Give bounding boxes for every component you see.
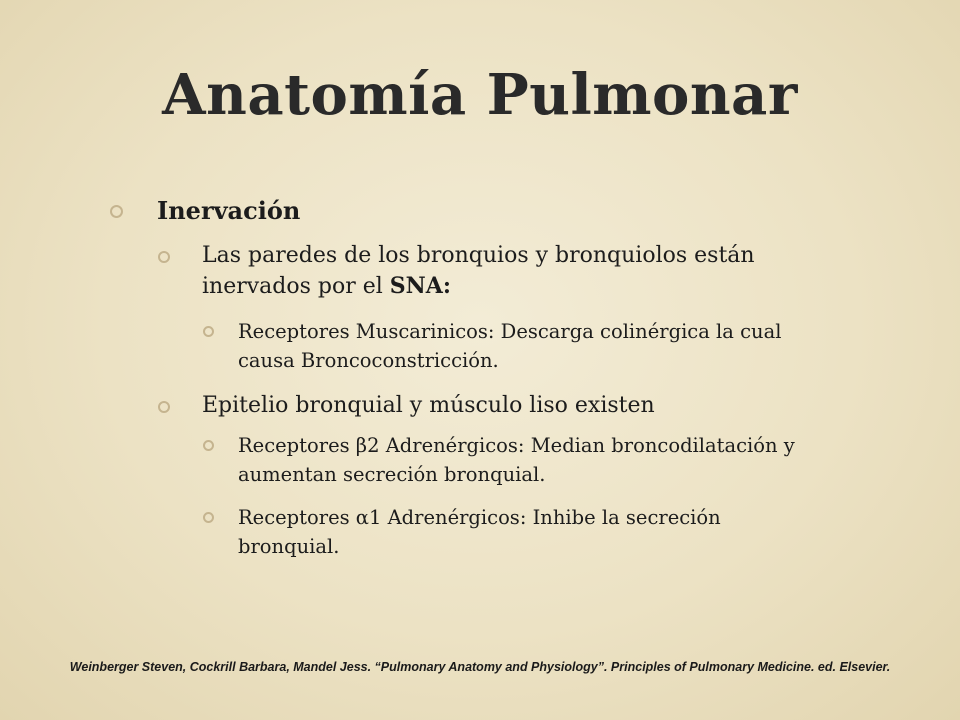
ring-bullet-icon bbox=[158, 251, 170, 263]
bullet-epitelio bbox=[158, 390, 808, 421]
bullet-paredes-text bbox=[202, 240, 808, 302]
ring-bullet-icon bbox=[203, 440, 214, 451]
bullet-alpha1 bbox=[203, 503, 803, 561]
bullet-alpha1-text: Receptores α1 Adrenérgicos: Inhibe la secreción bronquial. bbox=[238, 506, 721, 558]
sna-emphasis: SNA: bbox=[389, 273, 451, 299]
bullet-paredes-body: Las paredes de los bronquios y bronquiolos están inervados por el bbox=[202, 243, 755, 299]
bullet-epitelio-text: Epitelio bronquial y músculo liso existen bbox=[202, 393, 655, 418]
bullet-inervacion bbox=[110, 196, 890, 226]
ring-bullet-icon bbox=[158, 401, 170, 413]
citation: Weinberger Steven, Cockrill Barbara, Mandel Jess. “Pulmonary Anatomy and Physiology”. Principles of Pulmonary Medicine. ed. Elsevier. bbox=[69, 660, 891, 674]
bullet-muscarinicos bbox=[203, 317, 843, 375]
bullet-muscarinicos-text: Receptores Muscarinicos: Descarga colinérgica la cual causa Broncoconstricción. bbox=[238, 320, 782, 372]
slide-title: Anatomía Pulmonar bbox=[162, 62, 798, 128]
bullet-beta2-text: Receptores β2 Adrenérgicos: Median broncodilatación y aumentan secreción bronquial. bbox=[238, 434, 795, 486]
ring-bullet-icon bbox=[110, 205, 123, 218]
bullet-beta2 bbox=[203, 431, 843, 489]
section-heading: Inervación bbox=[157, 196, 301, 225]
ring-bullet-icon bbox=[203, 512, 214, 523]
ring-bullet-icon bbox=[203, 326, 214, 337]
bullet-paredes bbox=[158, 240, 808, 302]
